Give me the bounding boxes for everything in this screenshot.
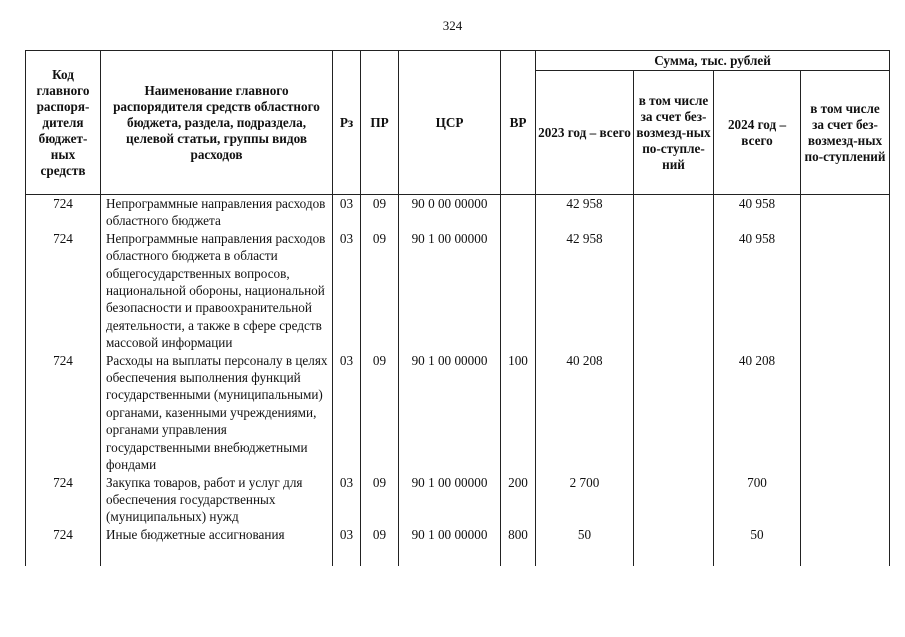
table-row: [26, 474, 890, 526]
cell-2023-free: [634, 195, 714, 230]
cell-code: 724: [26, 526, 101, 566]
page-number: 324: [442, 18, 463, 33]
cell-code: 724: [26, 352, 101, 474]
col-header-pr: ПР: [361, 51, 399, 195]
cell-csr: 90 1 00 00000: [399, 230, 501, 352]
cell-name: Непрограммные направления расходов областного бюджета в области общегосударственных вопросов, национальной обороны, национальной безопасности и правоохранительной деятельности, а также в сфере средств массовой информации: [101, 230, 333, 352]
cell-rz: 03: [333, 352, 361, 474]
cell-2023-free: [634, 230, 714, 352]
cell-rz: 03: [333, 230, 361, 352]
table-row: [26, 195, 890, 230]
cell-2023-total: 42 958: [536, 195, 634, 230]
cell-2023-total: 2 700: [536, 474, 634, 526]
cell-2024-free: [801, 195, 890, 230]
cell-code: 724: [26, 230, 101, 352]
cell-2024-free: [801, 474, 890, 526]
cell-2023-total: 42 958: [536, 230, 634, 352]
col-header-2024-free: в том числе за счет без-возмезд-ных по-ступлений: [801, 71, 890, 195]
cell-2024-total: 50: [714, 526, 801, 566]
cell-vr: 200: [501, 474, 536, 526]
cell-rz: 03: [333, 526, 361, 566]
cell-2023-total: 40 208: [536, 352, 634, 474]
cell-pr: 09: [361, 195, 399, 230]
cell-pr: 09: [361, 526, 399, 566]
col-header-rz: Рз: [333, 51, 361, 195]
cell-csr: 90 1 00 00000: [399, 352, 501, 474]
cell-2024-total: 700: [714, 474, 801, 526]
table-row: [26, 352, 890, 474]
cell-vr: [501, 230, 536, 352]
table-row: [26, 526, 890, 566]
col-header-csr: ЦСР: [399, 51, 501, 195]
cell-2023-total: 50: [536, 526, 634, 566]
cell-vr: 100: [501, 352, 536, 474]
col-header-2023-free: в том числе за счет без-возмезд-ных по-ступле-ний: [634, 71, 714, 195]
cell-vr: [501, 195, 536, 230]
cell-2024-total: 40 208: [714, 352, 801, 474]
cell-csr: 90 1 00 00000: [399, 474, 501, 526]
col-header-sum: Сумма, тыс. рублей: [536, 51, 890, 71]
cell-2024-free: [801, 230, 890, 352]
cell-2024-free: [801, 526, 890, 566]
cell-pr: 09: [361, 474, 399, 526]
cell-code: 724: [26, 195, 101, 230]
cell-2023-free: [634, 352, 714, 474]
col-header-name: Наименование главного распорядителя средств областного бюджета, раздела, подраздела, целевой статьи, группы видов расходов: [101, 51, 333, 195]
cell-vr: 800: [501, 526, 536, 566]
col-header-vr: ВР: [501, 51, 536, 195]
cell-name: Иные бюджетные ассигнования: [101, 526, 333, 566]
cell-rz: 03: [333, 195, 361, 230]
cell-2023-free: [634, 474, 714, 526]
cell-code: 724: [26, 474, 101, 526]
cell-pr: 09: [361, 352, 399, 474]
header-row-top: [26, 51, 890, 71]
cell-pr: 09: [361, 230, 399, 352]
cell-name: Закупка товаров, работ и услуг для обеспечения государственных (муниципальных) нужд: [101, 474, 333, 526]
cell-2023-free: [634, 526, 714, 566]
table-row: [26, 230, 890, 352]
col-header-2023-total: 2023 год – всего: [536, 71, 634, 195]
cell-2024-total: 40 958: [714, 195, 801, 230]
cell-rz: 03: [333, 474, 361, 526]
cell-csr: 90 0 00 00000: [399, 195, 501, 230]
col-header-code: Код главного распоря-дителя бюджет-ных средств: [26, 51, 101, 195]
budget-table: [25, 50, 890, 566]
cell-name: Расходы на выплаты персоналу в целях обеспечения выполнения функций государственными (муниципальными) органами, казенными учреждениями, органами управления государственными внебюджетными фондами: [101, 352, 333, 474]
cell-2024-total: 40 958: [714, 230, 801, 352]
cell-2024-free: [801, 352, 890, 474]
col-header-2024-total: 2024 год – всего: [714, 71, 801, 195]
cell-csr: 90 1 00 00000: [399, 526, 501, 566]
cell-name: Непрограммные направления расходов областного бюджета: [101, 195, 333, 230]
